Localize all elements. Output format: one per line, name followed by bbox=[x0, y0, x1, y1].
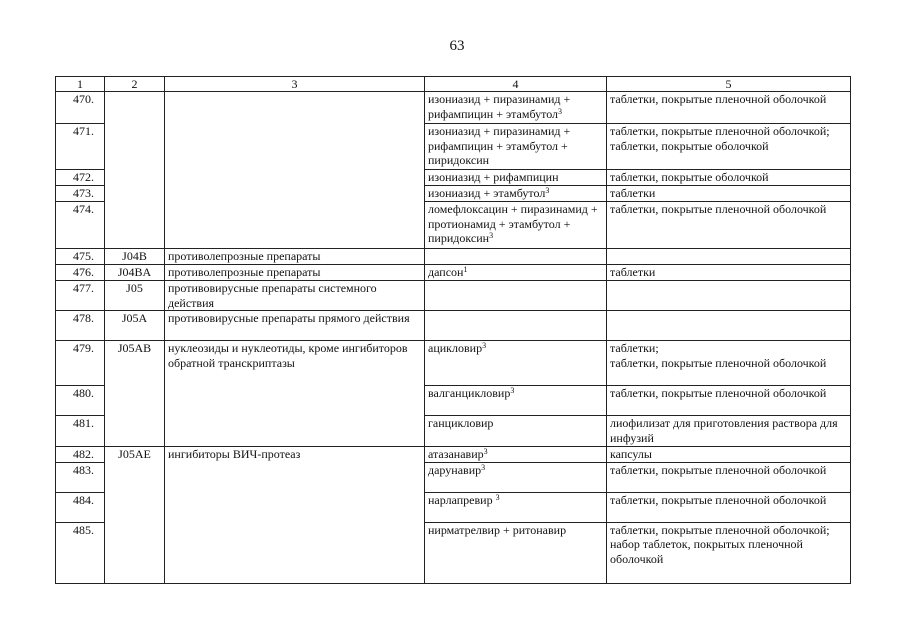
group-name-cell bbox=[165, 92, 425, 249]
row-number: 482. bbox=[56, 447, 105, 463]
table-row bbox=[56, 92, 851, 124]
drug-name: валганцикловир$^3$ bbox=[425, 386, 607, 416]
table-row bbox=[56, 341, 851, 386]
row-number: 480. bbox=[56, 386, 105, 416]
header-col-1: 1 bbox=[56, 77, 105, 92]
header-row bbox=[56, 77, 851, 92]
row-number: 484. bbox=[56, 492, 105, 522]
row-number: 476. bbox=[56, 265, 105, 281]
header-col-3: 3 bbox=[165, 77, 425, 92]
row-number: 471. bbox=[56, 124, 105, 170]
drug-name bbox=[425, 249, 607, 265]
table-row bbox=[56, 281, 851, 311]
drug-name: изониазид + пиразинамид + рифампицин + этамбутол + пиридоксин bbox=[425, 124, 607, 170]
table-row bbox=[56, 447, 851, 463]
dosage-form bbox=[607, 281, 851, 311]
group-name: противолепрозные препараты bbox=[165, 249, 425, 265]
dosage-form: таблетки; таблетки, покрытые пленочной оболочкой bbox=[607, 341, 851, 386]
group-name: противолепрозные препараты bbox=[165, 265, 425, 281]
header-col-2: 2 bbox=[105, 77, 165, 92]
row-number: 483. bbox=[56, 462, 105, 492]
atc-code: J05AE bbox=[105, 447, 165, 584]
drug-name: ломефлоксацин + пиразинамид + протионамид + этамбутол + пиридоксин$^3$ bbox=[425, 202, 607, 249]
atc-code: J05A bbox=[105, 311, 165, 341]
drug-name: изониазид + рифампицин bbox=[425, 170, 607, 186]
header-col-4: 4 bbox=[425, 77, 607, 92]
row-number: 473. bbox=[56, 186, 105, 202]
row-number: 470. bbox=[56, 92, 105, 124]
dosage-form: таблетки, покрытые пленочной оболочкой bbox=[607, 202, 851, 249]
atc-code-cell bbox=[105, 92, 165, 249]
drug-name: изониазид + пиразинамид + рифампицин + этамбутол$^3$ bbox=[425, 92, 607, 124]
drug-name: нирматрелвир + ритонавир bbox=[425, 522, 607, 583]
group-name: противовирусные препараты прямого действия bbox=[165, 311, 425, 341]
row-number: 481. bbox=[56, 416, 105, 447]
dosage-form: таблетки, покрытые пленочной оболочкой bbox=[607, 492, 851, 522]
row-number: 477. bbox=[56, 281, 105, 311]
atc-code: J05AB bbox=[105, 341, 165, 447]
drug-name: ацикловир$^3$ bbox=[425, 341, 607, 386]
row-number: 472. bbox=[56, 170, 105, 186]
row-number: 478. bbox=[56, 311, 105, 341]
row-number: 485. bbox=[56, 522, 105, 583]
row-number: 474. bbox=[56, 202, 105, 249]
row-number: 475. bbox=[56, 249, 105, 265]
table-row bbox=[56, 249, 851, 265]
dosage-form: капсулы bbox=[607, 447, 851, 463]
drug-name: изониазид + этамбутол$^3$ bbox=[425, 186, 607, 202]
drug-name: дарунавир$^3$ bbox=[425, 462, 607, 492]
dosage-form: таблетки bbox=[607, 265, 851, 281]
table-row bbox=[56, 311, 851, 341]
group-name: противовирусные препараты системного действия bbox=[165, 281, 425, 311]
drug-list-table bbox=[55, 76, 851, 584]
row-number: 479. bbox=[56, 341, 105, 386]
drug-name bbox=[425, 281, 607, 311]
dosage-form bbox=[607, 311, 851, 341]
drug-name: дапсон$^1$ bbox=[425, 265, 607, 281]
group-name: нуклеозиды и нуклеотиды, кроме ингибиторов обратной транскриптазы bbox=[165, 341, 425, 447]
drug-name: ганцикловир bbox=[425, 416, 607, 447]
dosage-form: таблетки, покрытые пленочной оболочкой bbox=[607, 386, 851, 416]
header-col-5: 5 bbox=[607, 77, 851, 92]
drug-name: нарлапревир $^3$ bbox=[425, 492, 607, 522]
dosage-form: таблетки, покрытые пленочной оболочкой bbox=[607, 92, 851, 124]
dosage-form: таблетки, покрытые пленочной оболочкой bbox=[607, 462, 851, 492]
drug-name: атазанавир$^3$ bbox=[425, 447, 607, 463]
drug-name bbox=[425, 311, 607, 341]
dosage-form: таблетки, покрытые оболочкой bbox=[607, 170, 851, 186]
dosage-form: таблетки bbox=[607, 186, 851, 202]
table-row bbox=[56, 265, 851, 281]
dosage-form bbox=[607, 249, 851, 265]
dosage-form: таблетки, покрытые пленочной оболочкой; таблетки, покрытые оболочкой bbox=[607, 124, 851, 170]
dosage-form: лиофилизат для приготовления раствора для инфузий bbox=[607, 416, 851, 447]
page-number: 63 bbox=[449, 38, 465, 54]
atc-code: J04BA bbox=[105, 265, 165, 281]
atc-code: J05 bbox=[105, 281, 165, 311]
dosage-form: таблетки, покрытые пленочной оболочкой; набор таблеток, покрытых пленочной оболочкой bbox=[607, 522, 851, 583]
atc-code: J04B bbox=[105, 249, 165, 265]
group-name: ингибиторы ВИЧ-протеаз bbox=[165, 447, 425, 584]
